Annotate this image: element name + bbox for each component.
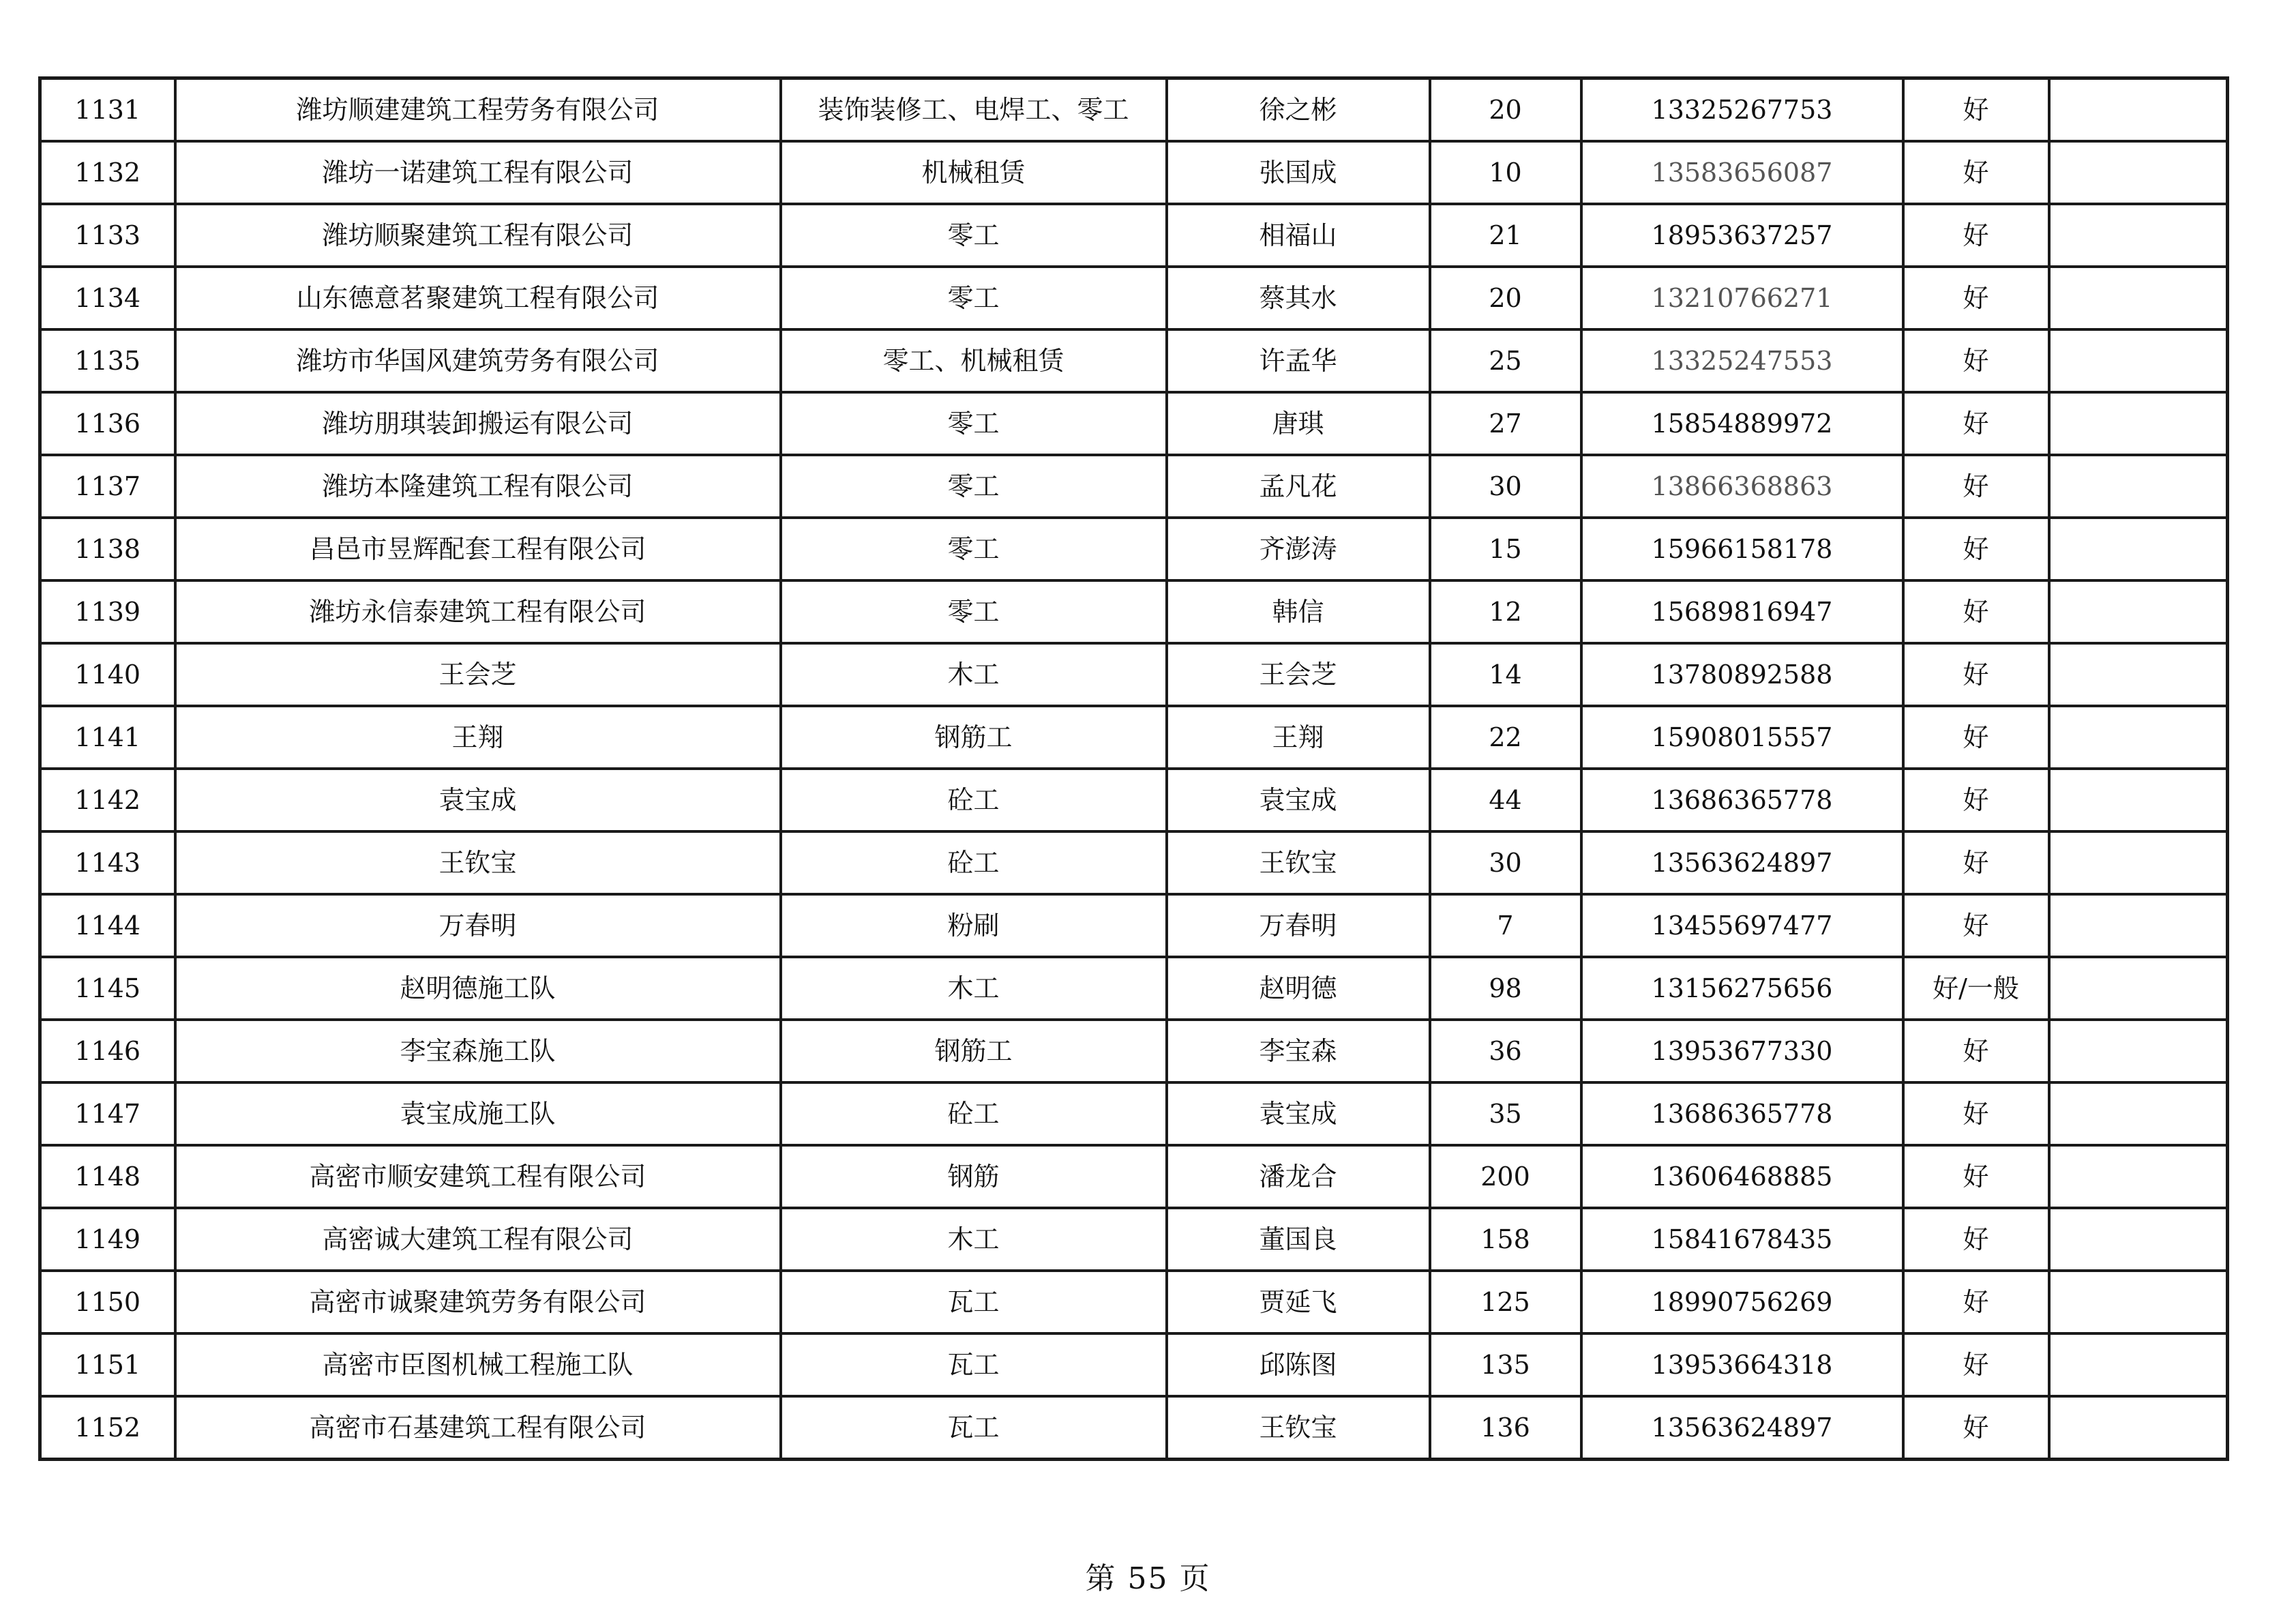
phone-number-cell: 13156275656: [1581, 957, 1903, 1020]
page-number: 第 55 页: [1085, 1561, 1211, 1596]
table-row: [40, 78, 2228, 142]
phone-number-cell: 13563624897: [1581, 1396, 1903, 1460]
company-name-cell: 高密市诚聚建筑劳务有限公司: [175, 1271, 781, 1333]
row-number-cell: 1150: [40, 1271, 175, 1333]
trade-type-cell: 木工: [781, 1208, 1167, 1271]
worker-count-cell: 10: [1430, 141, 1581, 204]
worker-count-cell: 25: [1430, 329, 1581, 392]
rating-cell: 好: [1903, 455, 2049, 518]
phone-number-cell: 13780892588: [1581, 643, 1903, 706]
worker-count-cell: 35: [1430, 1082, 1581, 1145]
trade-type-cell: 钢筋工: [781, 706, 1167, 769]
trade-type-cell: 钢筋工: [781, 1020, 1167, 1082]
contractor-table: [38, 76, 2229, 1461]
rating-cell: 好: [1903, 769, 2049, 831]
contact-person-cell: 潘龙合: [1167, 1145, 1430, 1208]
trade-type-cell: 钢筋: [781, 1145, 1167, 1208]
worker-count-cell: 7: [1430, 894, 1581, 957]
trade-type-cell: 木工: [781, 957, 1167, 1020]
worker-count-cell: 30: [1430, 455, 1581, 518]
remarks-cell: [2049, 78, 2228, 142]
contact-person-cell: 王钦宝: [1167, 1396, 1430, 1460]
row-number-cell: 1145: [40, 957, 175, 1020]
table-row: [40, 1082, 2228, 1145]
phone-number-cell: 13325247553: [1581, 329, 1903, 392]
rating-cell: 好: [1903, 706, 2049, 769]
contact-person-cell: 徐之彬: [1167, 78, 1430, 142]
company-name-cell: 袁宝成施工队: [175, 1082, 781, 1145]
phone-number-cell: 13455697477: [1581, 894, 1903, 957]
table-row: [40, 518, 2228, 580]
phone-number-cell: 15854889972: [1581, 392, 1903, 455]
row-number-cell: 1148: [40, 1145, 175, 1208]
contact-person-cell: 孟凡花: [1167, 455, 1430, 518]
trade-type-cell: 零工: [781, 392, 1167, 455]
company-name-cell: 李宝森施工队: [175, 1020, 781, 1082]
table-row: [40, 455, 2228, 518]
row-number-cell: 1136: [40, 392, 175, 455]
row-number-cell: 1140: [40, 643, 175, 706]
row-number-cell: 1146: [40, 1020, 175, 1082]
phone-number-cell: 13953664318: [1581, 1333, 1903, 1396]
trade-type-cell: 砼工: [781, 769, 1167, 831]
rating-cell: 好: [1903, 392, 2049, 455]
worker-count-cell: 15: [1430, 518, 1581, 580]
contact-person-cell: 李宝森: [1167, 1020, 1430, 1082]
rating-cell: 好: [1903, 1208, 2049, 1271]
worker-count-cell: 44: [1430, 769, 1581, 831]
worker-count-cell: 22: [1430, 706, 1581, 769]
phone-number-cell: 13210766271: [1581, 267, 1903, 329]
table-row: [40, 1333, 2228, 1396]
row-number-cell: 1131: [40, 78, 175, 142]
trade-type-cell: 零工、机械租赁: [781, 329, 1167, 392]
phone-number-cell: 13563624897: [1581, 831, 1903, 894]
worker-count-cell: 200: [1430, 1145, 1581, 1208]
table-row: [40, 392, 2228, 455]
company-name-cell: 潍坊顺建建筑工程劳务有限公司: [175, 78, 781, 142]
trade-type-cell: 木工: [781, 643, 1167, 706]
phone-number-cell: 13953677330: [1581, 1020, 1903, 1082]
worker-count-cell: 27: [1430, 392, 1581, 455]
remarks-cell: [2049, 957, 2228, 1020]
table-row: [40, 1396, 2228, 1460]
rating-cell: 好: [1903, 329, 2049, 392]
trade-type-cell: 零工: [781, 204, 1167, 267]
table-row: [40, 141, 2228, 204]
table-row: [40, 831, 2228, 894]
remarks-cell: [2049, 706, 2228, 769]
rating-cell: 好: [1903, 831, 2049, 894]
row-number-cell: 1143: [40, 831, 175, 894]
trade-type-cell: 零工: [781, 518, 1167, 580]
remarks-cell: [2049, 392, 2228, 455]
row-number-cell: 1135: [40, 329, 175, 392]
row-number-cell: 1142: [40, 769, 175, 831]
contact-person-cell: 董国良: [1167, 1208, 1430, 1271]
company-name-cell: 潍坊本隆建筑工程有限公司: [175, 455, 781, 518]
trade-type-cell: 零工: [781, 455, 1167, 518]
rating-cell: 好: [1903, 1271, 2049, 1333]
company-name-cell: 王钦宝: [175, 831, 781, 894]
remarks-cell: [2049, 643, 2228, 706]
contact-person-cell: 王翔: [1167, 706, 1430, 769]
phone-number-cell: 13866368863: [1581, 455, 1903, 518]
contact-person-cell: 邱陈图: [1167, 1333, 1430, 1396]
company-name-cell: 高密市顺安建筑工程有限公司: [175, 1145, 781, 1208]
row-number-cell: 1132: [40, 141, 175, 204]
remarks-cell: [2049, 141, 2228, 204]
worker-count-cell: 20: [1430, 78, 1581, 142]
trade-type-cell: 零工: [781, 267, 1167, 329]
trade-type-cell: 粉刷: [781, 894, 1167, 957]
worker-count-cell: 20: [1430, 267, 1581, 329]
rating-cell: 好: [1903, 141, 2049, 204]
contact-person-cell: 万春明: [1167, 894, 1430, 957]
table-row: [40, 267, 2228, 329]
trade-type-cell: 机械租赁: [781, 141, 1167, 204]
row-number-cell: 1137: [40, 455, 175, 518]
contact-person-cell: 王会芝: [1167, 643, 1430, 706]
trade-type-cell: 零工: [781, 580, 1167, 643]
worker-count-cell: 30: [1430, 831, 1581, 894]
company-name-cell: 高密诚大建筑工程有限公司: [175, 1208, 781, 1271]
company-name-cell: 潍坊顺聚建筑工程有限公司: [175, 204, 781, 267]
rating-cell: 好: [1903, 1396, 2049, 1460]
remarks-cell: [2049, 1208, 2228, 1271]
phone-number-cell: 15689816947: [1581, 580, 1903, 643]
contact-person-cell: 张国成: [1167, 141, 1430, 204]
rating-cell: 好: [1903, 894, 2049, 957]
trade-type-cell: 瓦工: [781, 1333, 1167, 1396]
rating-cell: 好: [1903, 78, 2049, 142]
table-row: [40, 643, 2228, 706]
row-number-cell: 1151: [40, 1333, 175, 1396]
row-number-cell: 1144: [40, 894, 175, 957]
phone-number-cell: 15908015557: [1581, 706, 1903, 769]
remarks-cell: [2049, 267, 2228, 329]
worker-count-cell: 21: [1430, 204, 1581, 267]
trade-type-cell: 装饰装修工、电焊工、零工: [781, 78, 1167, 142]
worker-count-cell: 14: [1430, 643, 1581, 706]
remarks-cell: [2049, 518, 2228, 580]
company-name-cell: 王会芝: [175, 643, 781, 706]
row-number-cell: 1147: [40, 1082, 175, 1145]
table-row: [40, 957, 2228, 1020]
rating-cell: 好: [1903, 518, 2049, 580]
company-name-cell: 王翔: [175, 706, 781, 769]
remarks-cell: [2049, 1145, 2228, 1208]
worker-count-cell: 125: [1430, 1271, 1581, 1333]
row-number-cell: 1138: [40, 518, 175, 580]
row-number-cell: 1149: [40, 1208, 175, 1271]
rating-cell: 好: [1903, 643, 2049, 706]
rating-cell: 好/一般: [1903, 957, 2049, 1020]
company-name-cell: 昌邑市昱辉配套工程有限公司: [175, 518, 781, 580]
phone-number-cell: 15841678435: [1581, 1208, 1903, 1271]
phone-number-cell: 18990756269: [1581, 1271, 1903, 1333]
table-row: [40, 706, 2228, 769]
contact-person-cell: 袁宝成: [1167, 769, 1430, 831]
trade-type-cell: 瓦工: [781, 1271, 1167, 1333]
table-row: [40, 769, 2228, 831]
contact-person-cell: 韩信: [1167, 580, 1430, 643]
table-row: [40, 1208, 2228, 1271]
row-number-cell: 1133: [40, 204, 175, 267]
phone-number-cell: 18953637257: [1581, 204, 1903, 267]
company-name-cell: 潍坊朋琪装卸搬运有限公司: [175, 392, 781, 455]
contractor-table-wrap: [38, 76, 2226, 1461]
table-body: [40, 78, 2228, 1460]
contact-person-cell: 蔡其水: [1167, 267, 1430, 329]
company-name-cell: 高密市臣图机械工程施工队: [175, 1333, 781, 1396]
remarks-cell: [2049, 455, 2228, 518]
table-row: [40, 1145, 2228, 1208]
trade-type-cell: 瓦工: [781, 1396, 1167, 1460]
table-row: [40, 580, 2228, 643]
company-name-cell: 山东德意茗聚建筑工程有限公司: [175, 267, 781, 329]
table-row: [40, 894, 2228, 957]
worker-count-cell: 158: [1430, 1208, 1581, 1271]
remarks-cell: [2049, 1396, 2228, 1460]
worker-count-cell: 98: [1430, 957, 1581, 1020]
row-number-cell: 1139: [40, 580, 175, 643]
remarks-cell: [2049, 894, 2228, 957]
company-name-cell: 高密市石基建筑工程有限公司: [175, 1396, 781, 1460]
remarks-cell: [2049, 1020, 2228, 1082]
company-name-cell: 潍坊市华国风建筑劳务有限公司: [175, 329, 781, 392]
rating-cell: 好: [1903, 580, 2049, 643]
company-name-cell: 万春明: [175, 894, 781, 957]
company-name-cell: 潍坊一诺建筑工程有限公司: [175, 141, 781, 204]
trade-type-cell: 砼工: [781, 831, 1167, 894]
worker-count-cell: 12: [1430, 580, 1581, 643]
contact-person-cell: 袁宝成: [1167, 1082, 1430, 1145]
contact-person-cell: 齐澎涛: [1167, 518, 1430, 580]
phone-number-cell: 15966158178: [1581, 518, 1903, 580]
remarks-cell: [2049, 1082, 2228, 1145]
remarks-cell: [2049, 1271, 2228, 1333]
contact-person-cell: 贾延飞: [1167, 1271, 1430, 1333]
phone-number-cell: 13686365778: [1581, 769, 1903, 831]
contact-person-cell: 相福山: [1167, 204, 1430, 267]
company-name-cell: 赵明德施工队: [175, 957, 781, 1020]
phone-number-cell: 13606468885: [1581, 1145, 1903, 1208]
remarks-cell: [2049, 580, 2228, 643]
worker-count-cell: 36: [1430, 1020, 1581, 1082]
trade-type-cell: 砼工: [781, 1082, 1167, 1145]
rating-cell: 好: [1903, 1145, 2049, 1208]
phone-number-cell: 13325267753: [1581, 78, 1903, 142]
remarks-cell: [2049, 204, 2228, 267]
remarks-cell: [2049, 329, 2228, 392]
table-row: [40, 1020, 2228, 1082]
remarks-cell: [2049, 831, 2228, 894]
contact-person-cell: 王钦宝: [1167, 831, 1430, 894]
worker-count-cell: 135: [1430, 1333, 1581, 1396]
table-row: [40, 1271, 2228, 1333]
phone-number-cell: 13686365778: [1581, 1082, 1903, 1145]
row-number-cell: 1141: [40, 706, 175, 769]
rating-cell: 好: [1903, 267, 2049, 329]
rating-cell: 好: [1903, 204, 2049, 267]
remarks-cell: [2049, 1333, 2228, 1396]
row-number-cell: 1134: [40, 267, 175, 329]
contact-person-cell: 唐琪: [1167, 392, 1430, 455]
company-name-cell: 袁宝成: [175, 769, 781, 831]
contact-person-cell: 许孟华: [1167, 329, 1430, 392]
table-row: [40, 329, 2228, 392]
company-name-cell: 潍坊永信泰建筑工程有限公司: [175, 580, 781, 643]
rating-cell: 好: [1903, 1333, 2049, 1396]
rating-cell: 好: [1903, 1082, 2049, 1145]
phone-number-cell: 13583656087: [1581, 141, 1903, 204]
rating-cell: 好: [1903, 1020, 2049, 1082]
remarks-cell: [2049, 769, 2228, 831]
contact-person-cell: 赵明德: [1167, 957, 1430, 1020]
table-row: [40, 204, 2228, 267]
worker-count-cell: 136: [1430, 1396, 1581, 1460]
row-number-cell: 1152: [40, 1396, 175, 1460]
